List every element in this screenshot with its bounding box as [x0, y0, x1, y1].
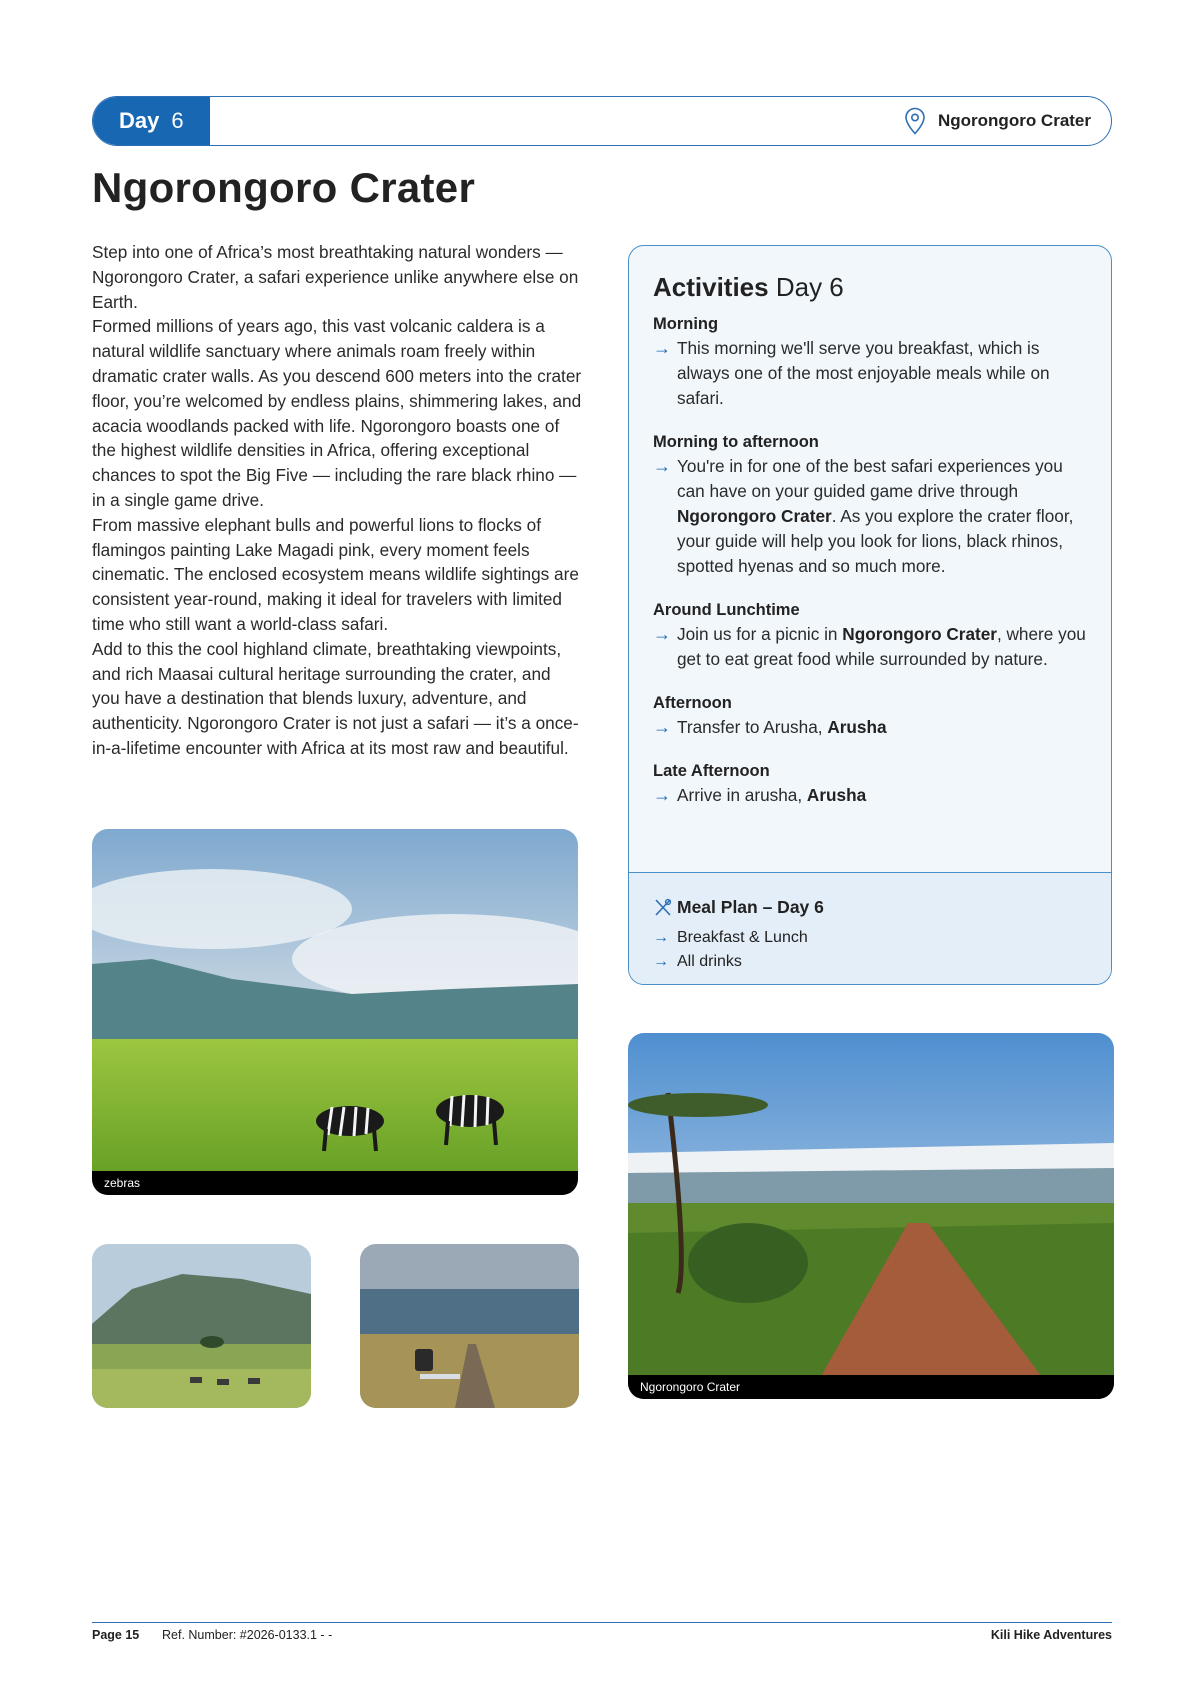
activity-item: → Arrive in arusha, Arusha — [653, 783, 1087, 808]
intro-paragraph: From massive elephant bulls and powerful lions to flocks of flamingos painting Lake Magadi pink, every moment feels cinematic. The enclosed ecosystem means wildlife sightings are consistent year-round, making it ideal for travelers with limited time who still want a world-class safari. — [92, 514, 579, 634]
reference-number: Ref. Number: #2026-0133.1 - - — [162, 1628, 333, 1642]
photo-caption: Ngorongoro Crater — [628, 1375, 1114, 1399]
activity-block — [653, 433, 1087, 579]
activities-title: Activities Day 6 — [653, 272, 844, 302]
crater-wildlife-photo — [92, 1244, 311, 1408]
arrow-right-icon: → — [653, 624, 671, 644]
intro-text — [92, 240, 582, 761]
day-badge — [93, 97, 210, 145]
day-label: Day — [119, 108, 160, 133]
meal-plan — [629, 872, 1111, 984]
activity-item: → You're in for one of the best safari experiences you can have on your guided game drive through Ngorongoro Crater. As you explore the crater floor, your guide will help you look for lions, black rhinos, spotted hyenas and so much more. — [653, 454, 1087, 579]
cutlery-icon — [653, 898, 673, 918]
arrow-right-icon: → — [653, 456, 671, 476]
arrow-right-icon: → — [653, 338, 671, 358]
intro-paragraph: Step into one of Africa’s most breathtaking natural wonders — Ngorongoro Crater, a safari experience unlike anywhere else on Earth. — [92, 242, 579, 312]
safari-vehicle-photo — [360, 1244, 579, 1408]
activity-block — [653, 315, 1087, 411]
arrow-right-icon: → — [653, 785, 671, 805]
arrow-right-icon: → — [653, 953, 669, 970]
activity-block — [653, 762, 1087, 808]
crater-road-photo — [628, 1033, 1114, 1399]
intro-paragraph: Formed millions of years ago, this vast volcanic caldera is a natural wildlife sanctuary where animals roam freely within dramatic crater walls. As you descend 600 meters into the crater floor, you’re welcomed by endless plains, shimmering lakes, and acacia woodlands packed with life. Ngorongoro boasts one of the highest wildlife densities in Africa, offering exceptional chances to spot the Big Five — including the rare black rhino — in a single game drive. — [92, 316, 582, 510]
activities-panel — [628, 245, 1112, 985]
activity-time-label: Around Lunchtime — [653, 601, 800, 619]
page-title: Ngorongoro Crater — [92, 164, 476, 211]
photo-caption: zebras — [92, 1171, 578, 1195]
activity-block — [653, 694, 1087, 740]
activity-item: → This morning we'll serve you breakfast, which is always one of the most enjoyable meals while on safari. — [653, 336, 1087, 411]
intro-paragraph: Add to this the cool highland climate, breathtaking viewpoints, and rich Maasai cultural heritage surrounding the crater, and you have a destination that blends luxury, adventure, and authenticity. Ngorongoro Crater is not just a safari — it’s a once-in-a-lifetime encounter with Africa at its most raw and beautiful. — [92, 638, 579, 758]
day-header-bar — [92, 96, 1112, 146]
location-label: Ngorongoro Crater — [938, 111, 1091, 130]
page-number: Page 15 — [92, 1628, 140, 1642]
activity-time-label: Afternoon — [653, 694, 732, 712]
activity-time-label: Late Afternoon — [653, 762, 770, 780]
arrow-right-icon: → — [653, 717, 671, 737]
meal-item: → Breakfast & Lunch — [653, 926, 1087, 950]
activity-time-label: Morning to afternoon — [653, 433, 819, 451]
day-number: 6 — [171, 108, 184, 133]
activity-block — [653, 601, 1087, 672]
activity-time-label: Morning — [653, 315, 719, 333]
map-pin-icon — [904, 107, 926, 135]
activity-item: → Transfer to Arusha, Arusha — [653, 715, 1087, 740]
footer-divider — [92, 1622, 1112, 1623]
footer-brand: Kili Hike Adventures — [990, 1628, 1112, 1642]
meal-plan-title: Meal Plan – Day 6 — [653, 897, 1087, 918]
zebras-photo — [92, 829, 578, 1195]
header-location — [904, 107, 1091, 135]
arrow-right-icon: → — [653, 929, 669, 946]
activity-item: → Join us for a picnic in Ngorongoro Crater, where you get to eat great food while surrounded by nature. — [653, 622, 1087, 672]
meal-item: → All drinks — [653, 950, 1087, 974]
